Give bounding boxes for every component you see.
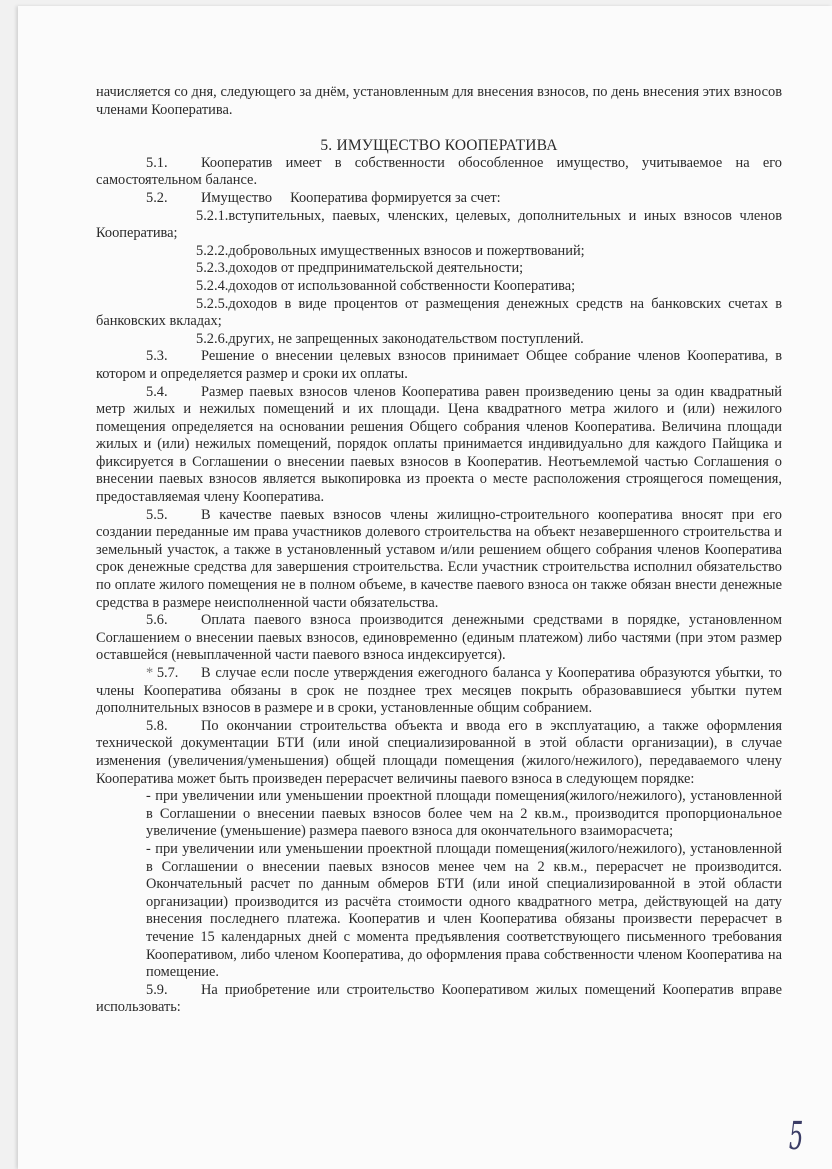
margin-mark: * [146, 665, 154, 681]
clause-5-4: 5.4. Размер паевых взносов членов Кооператива равен произведению цены за один квадратный метр жилых и нежилых помещений и их площади. Цена квадратного метра жилого и (или) нежилого помещения определяется на основании решения Общего собрания членов Кооператива. Величина площади жилых и (или) нежилых помещений, порядок оплаты принимается индивидуально для каждого Пайщика и фиксируется в Соглашении о внесении паевых взносов в Кооператив. Неотъемлемой частью Соглашения о внесении паевых взносов является выкопировка из проекта о месте расположения строящегося помещения, предоставляемая члену Кооператива. [96, 383, 782, 506]
clause-5-2-3: 5.2.3.доходов от предпринимательской деятельности; [196, 260, 524, 277]
clause-5-3: 5.3. Решение о внесении целевых взносов принимает Общее собрание членов Кооператива, в котором и определяется размер и сроки их оплаты. [96, 348, 782, 382]
clause-5-2-4: 5.2.4.доходов от использованной собственности Кооператива; [196, 277, 576, 294]
clause-5-9: 5.9. На приобретение или строительство Кооперативом жилых помещений Кооператив вправе использовать: [96, 981, 782, 1016]
clause-5-1: 5.1. Кооператив имеет в собственности обособленное имущество, учитываемое на его самостоятельном балансе. [96, 154, 782, 189]
clause-5-2: 5.2. Имущество Кооператива формируется за счет: [146, 189, 501, 206]
clause-5-2-6: 5.2.6.других, не запрещенных законодательством поступлений. [196, 330, 584, 347]
bullet-item: - при увеличении или уменьшении проектной площади помещения(жилого/нежилого), установленной в Соглашении о внесении паевых взносов более чем на 2 кв.м., производится пропорциональное увеличение (уменьшение) размера паевого взноса для окончательного взаиморасчета; [146, 788, 782, 840]
bullet-item: - при увеличении или уменьшении проектной площади помещения(жилого/нежилого), установленной в Соглашении о внесении паевых взносов менее чем на 2 кв.м., перерасчет не производится. Окончательный расчет по данным обмеров БТИ (или иной специализированной в этой области организации) производится из расчёта стоимости одного квадратного метра, действующей на дату внесения последнего платежа. Кооператив и член Кооператива обязаны произвести перерасчет в течение 15 календарных дней с момента предъявления соответствующего письменного требования Кооперативом, либо членом Кооператива, до оформления права собственности членом Кооператива на помещение. [146, 840, 782, 981]
handwritten-page-number: 5 [788, 1114, 804, 1158]
clause-5-2-5: 5.2.5.доходов в виде процентов от размещения денежных средств на банковских счетах в банковских вкладах; [96, 295, 782, 330]
clause-5-5: 5.5. В качестве паевых взносов члены жилищно-строительного кооператива вносят при его создании переданные им права участников долевого строительства на объект незавершенного строительства и земельный участок, а также в установленный уставом и/или решением общего собрания членов Кооператива срок денежные средства для завершения строительства. Если участник строительства исполнил обязательство по оплате жилого помещения не в полном объеме, в качестве паевого взноса он также обязан внести денежные средства в размере неисполненной части обязательства. [96, 506, 782, 611]
clause-5-2-1: 5.2.1.вступительных, паевых, членских, целевых, дополнительных и иных взносов членов Кооператива; [96, 207, 782, 242]
clause-5-6: 5.6. Оплата паевого взноса производится денежными средствами в порядке, установленном Соглашением о внесении паевых взносов, единовременно (единым платежом) либо частями (при этом размер оставшейся (невыплаченной части паевого взноса индексируется). [96, 612, 782, 664]
clause-5-7: * 5.7. В случае если после утверждения ежегодного баланса у Кооператива образуются убытки, то члены Кооператива обязаны в срок не позднее трех месяцев покрыть образовавшиеся убытки путем дополнительных взносов в размере и в сроки, установленные общим собранием. [96, 665, 782, 717]
intro-paragraph: начисляется со дня, следующего за днём, установленным для внесения взносов, по день внесения этих взносов членами Кооператива. [96, 84, 782, 118]
clause-5-8: 5.8. По окончании строительства объекта и ввода его в эксплуатацию, а также оформления технической документации БТИ (или иной специализированной в этой области организации), в случае изменения (увеличения/уменьшения) общей площади помещения (жилого/нежилого), передаваемого члену Кооператива может быть произведен перерасчет величины паевого взноса в следующем порядке: [96, 717, 782, 787]
section-title: 5. ИМУЩЕСТВО КООПЕРАТИВА [320, 137, 558, 155]
document-page [18, 6, 832, 1169]
clause-5-2-2: 5.2.2.добровольных имущественных взносов и пожертвований; [196, 242, 585, 259]
document-body [96, 84, 782, 1017]
